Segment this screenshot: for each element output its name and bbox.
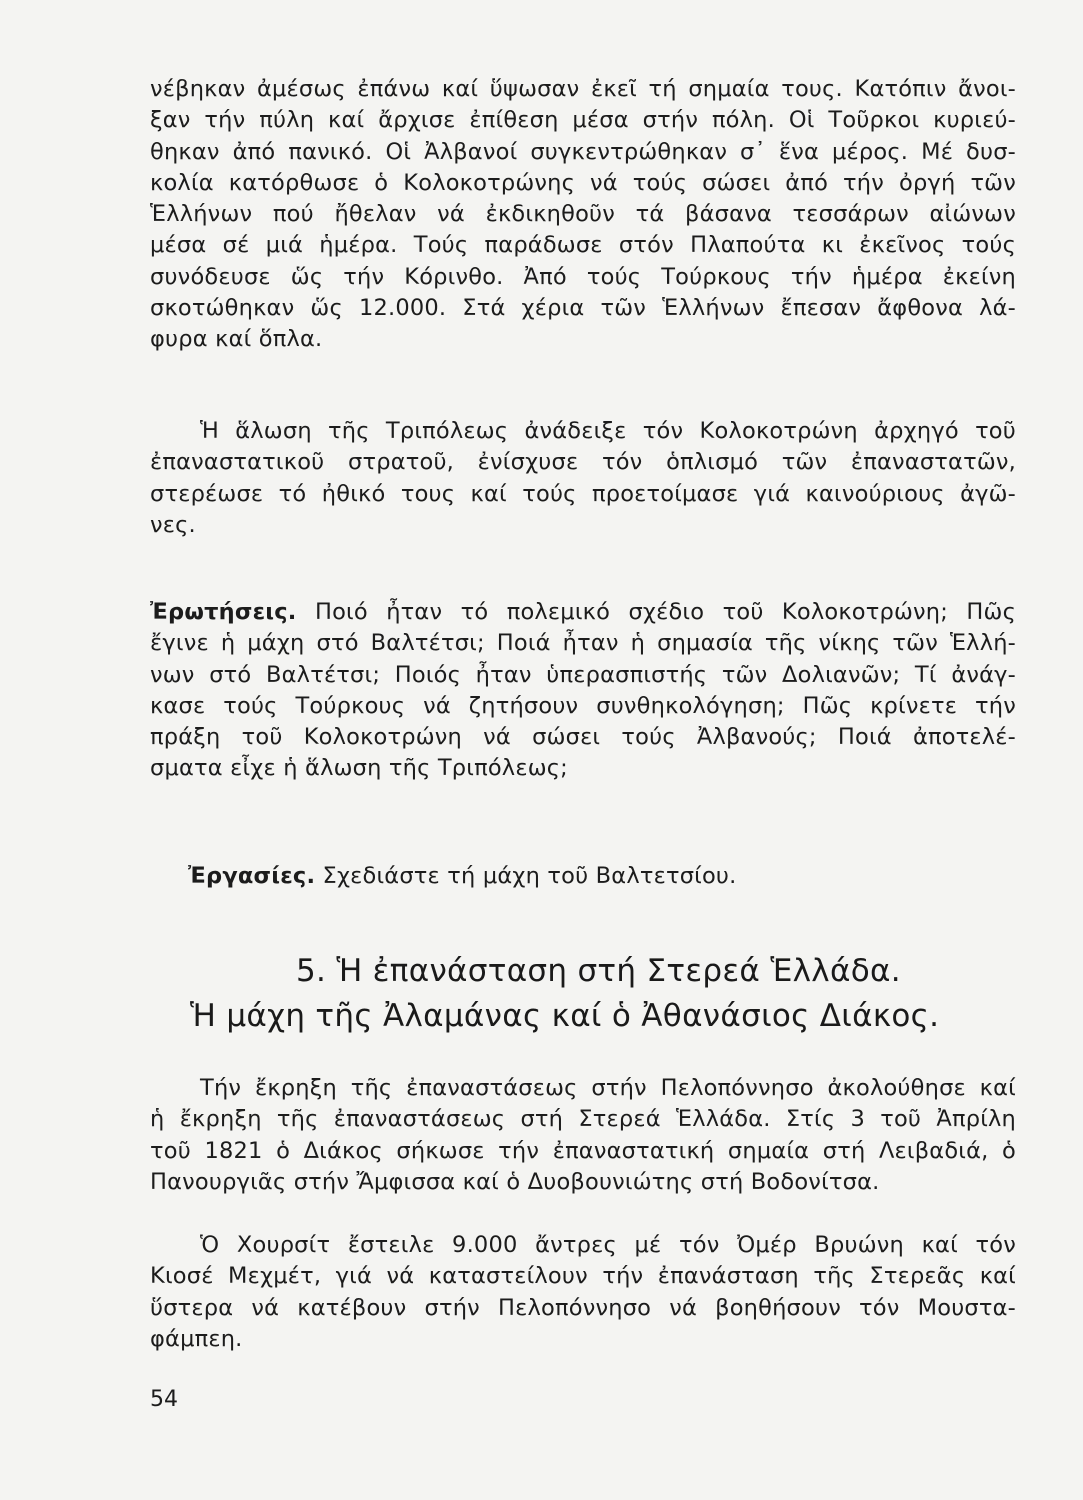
section-heading-line-2: Ἡ μάχη τῆς Ἀλαμάνας καί ὁ Ἀθανάσιος Διάκος. <box>190 998 940 1034</box>
text-line: σματα εἶχε ἡ ἅλωση τῆς Τριπόλεως; <box>150 755 568 782</box>
text-line: φάμπεη. <box>150 1325 243 1352</box>
text-line: Ἑλλήνων πού ἤθελαν νά ἐκδικηθοῦν τά βάσανα τεσσάρων αἰώνων <box>150 201 1016 228</box>
text-line: Ἡ ἅλωση τῆς Τριπόλεως ἀνάδειξε τόν Κολοκοτρώνη ἀρχηγό τοῦ <box>200 418 1016 444</box>
text-line: κολία κατόρθωσε ὁ Κολοκοτρώνης νά τούς σώσει ἀπό τήν ὀργή τῶν <box>150 169 1016 196</box>
text-line: Πανουργιᾶς στήν Ἄμφισσα καί ὁ Δυοβουνιώτης στή Βοδονίτσα. <box>150 1168 880 1195</box>
paragraph-revolution-sterea <box>150 1073 1016 1198</box>
text-line: κασε τούς Τούρκους νά ζητήσουν συνθηκολόγηση; Πῶς κρίνετε τήν <box>150 692 1016 719</box>
questions-block <box>150 597 1016 785</box>
text-line: νες. <box>150 511 196 538</box>
text-line: ὕστερα νά κατέβουν στήν Πελοπόννησο νά βοηθήσουν τόν Μουστα- <box>150 1294 1016 1321</box>
text-line: πράξη τοῦ Κολοκοτρώνη νά σώσει τούς Ἀλβανούς; Ποιά ἀποτελέ- <box>150 724 1016 751</box>
paragraph-siege-end <box>150 74 1016 356</box>
text-line: ἐπαναστατικοῦ στρατοῦ, ἐνίσχυσε τόν ὁπλισμό τῶν ἐπαναστατῶν, <box>150 449 1016 476</box>
text-line: Κιοσέ Μεχμέτ, γιά νά καταστείλουν τήν ἐπανάσταση τῆς Στερεᾶς καί <box>150 1263 1016 1290</box>
text-line: τοῦ 1821 ὁ Διάκος σήκωσε τήν ἐπαναστατική σημαία στή Λειβαδιά, ὁ <box>150 1137 1016 1164</box>
text-line: ἔγινε ἡ μάχη στό Βαλτέτσι; Ποιά ἦταν ἡ σημασία τῆς νίκης τῶν Ἑλλή- <box>150 630 1016 657</box>
text-line: ἡ ἔκρηξη τῆς ἐπαναστάσεως στή Στερεά Ἑλλάδα. Στίς 3 τοῦ Ἀπρίλη <box>150 1106 1016 1133</box>
tasks-label: Ἐργασίες. <box>188 863 316 889</box>
tasks-text: Σχεδιάστε τή μάχη τοῦ Βαλτετσίου. <box>315 863 737 889</box>
text-line: σκοτώθηκαν ὥς 12.000. Στά χέρια τῶν Ἑλλήνων ἔπεσαν ἄφθονα λά- <box>150 295 1016 322</box>
text-line: θηκαν ἀπό πανικό. Οἱ Ἀλβανοί συγκεντρώθηκαν σ᾿ ἕνα μέρος. Μέ δυσ- <box>150 138 1016 165</box>
text-line: νων στό Βαλτέτσι; Ποιός ἦταν ὑπερασπιστής τῶν Δολιανῶν; Τί ἀνάγ- <box>150 661 1016 688</box>
tasks-block <box>188 861 737 892</box>
questions-label: Ἐρωτήσεις. <box>150 599 297 625</box>
text-line: ξαν τήν πύλη καί ἄρχισε ἐπίθεση μέσα στήν πόλη. Οἱ Τοῦρκοι κυριεύ- <box>150 107 1016 134</box>
paragraph-fall-of-tripoli <box>150 416 1016 541</box>
text-line: φυρα καί ὅπλα. <box>150 326 323 353</box>
text-line: στερέωσε τό ἠθικό τους καί τούς προετοίμασε γιά καινούριους ἀγῶ- <box>150 480 1016 507</box>
paragraph-hursit <box>150 1230 1016 1355</box>
text-line: Ὁ Χουρσίτ ἔστειλε 9.000 ἄντρες μέ τόν Ὀμέρ Βρυώνη καί τόν <box>200 1232 1016 1258</box>
questions-first-line: Ποιό ἦταν τό πολεμικό σχέδιο τοῦ Κολοκοτρώνη; Πῶς <box>296 599 1016 625</box>
text-line: νέβηκαν ἀμέσως ἐπάνω καί ὕψωσαν ἐκεῖ τή σημαία τους. Κατόπιν ἄνοι- <box>150 76 1016 102</box>
text-line: Τήν ἔκρηξη τῆς ἐπαναστάσεως στήν Πελοπόννησο ἀκολούθησε καί <box>200 1075 1016 1101</box>
text-line: συνόδευσε ὥς τήν Κόρινθο. Ἀπό τούς Τούρκους τήν ἡμέρα ἐκείνη <box>150 263 1016 290</box>
text-line <box>188 861 737 892</box>
text-line <box>150 597 1016 628</box>
section-heading-line-1: 5. Ἡ ἐπανάσταση στή Στερεά Ἑλλάδα. <box>296 953 901 989</box>
page-number: 54 <box>150 1387 178 1412</box>
text-line: μέσα σέ μιά ἡμέρα. Τούς παράδωσε στόν Πλαπούτα κι ἐκεῖνος τούς <box>150 232 1016 259</box>
